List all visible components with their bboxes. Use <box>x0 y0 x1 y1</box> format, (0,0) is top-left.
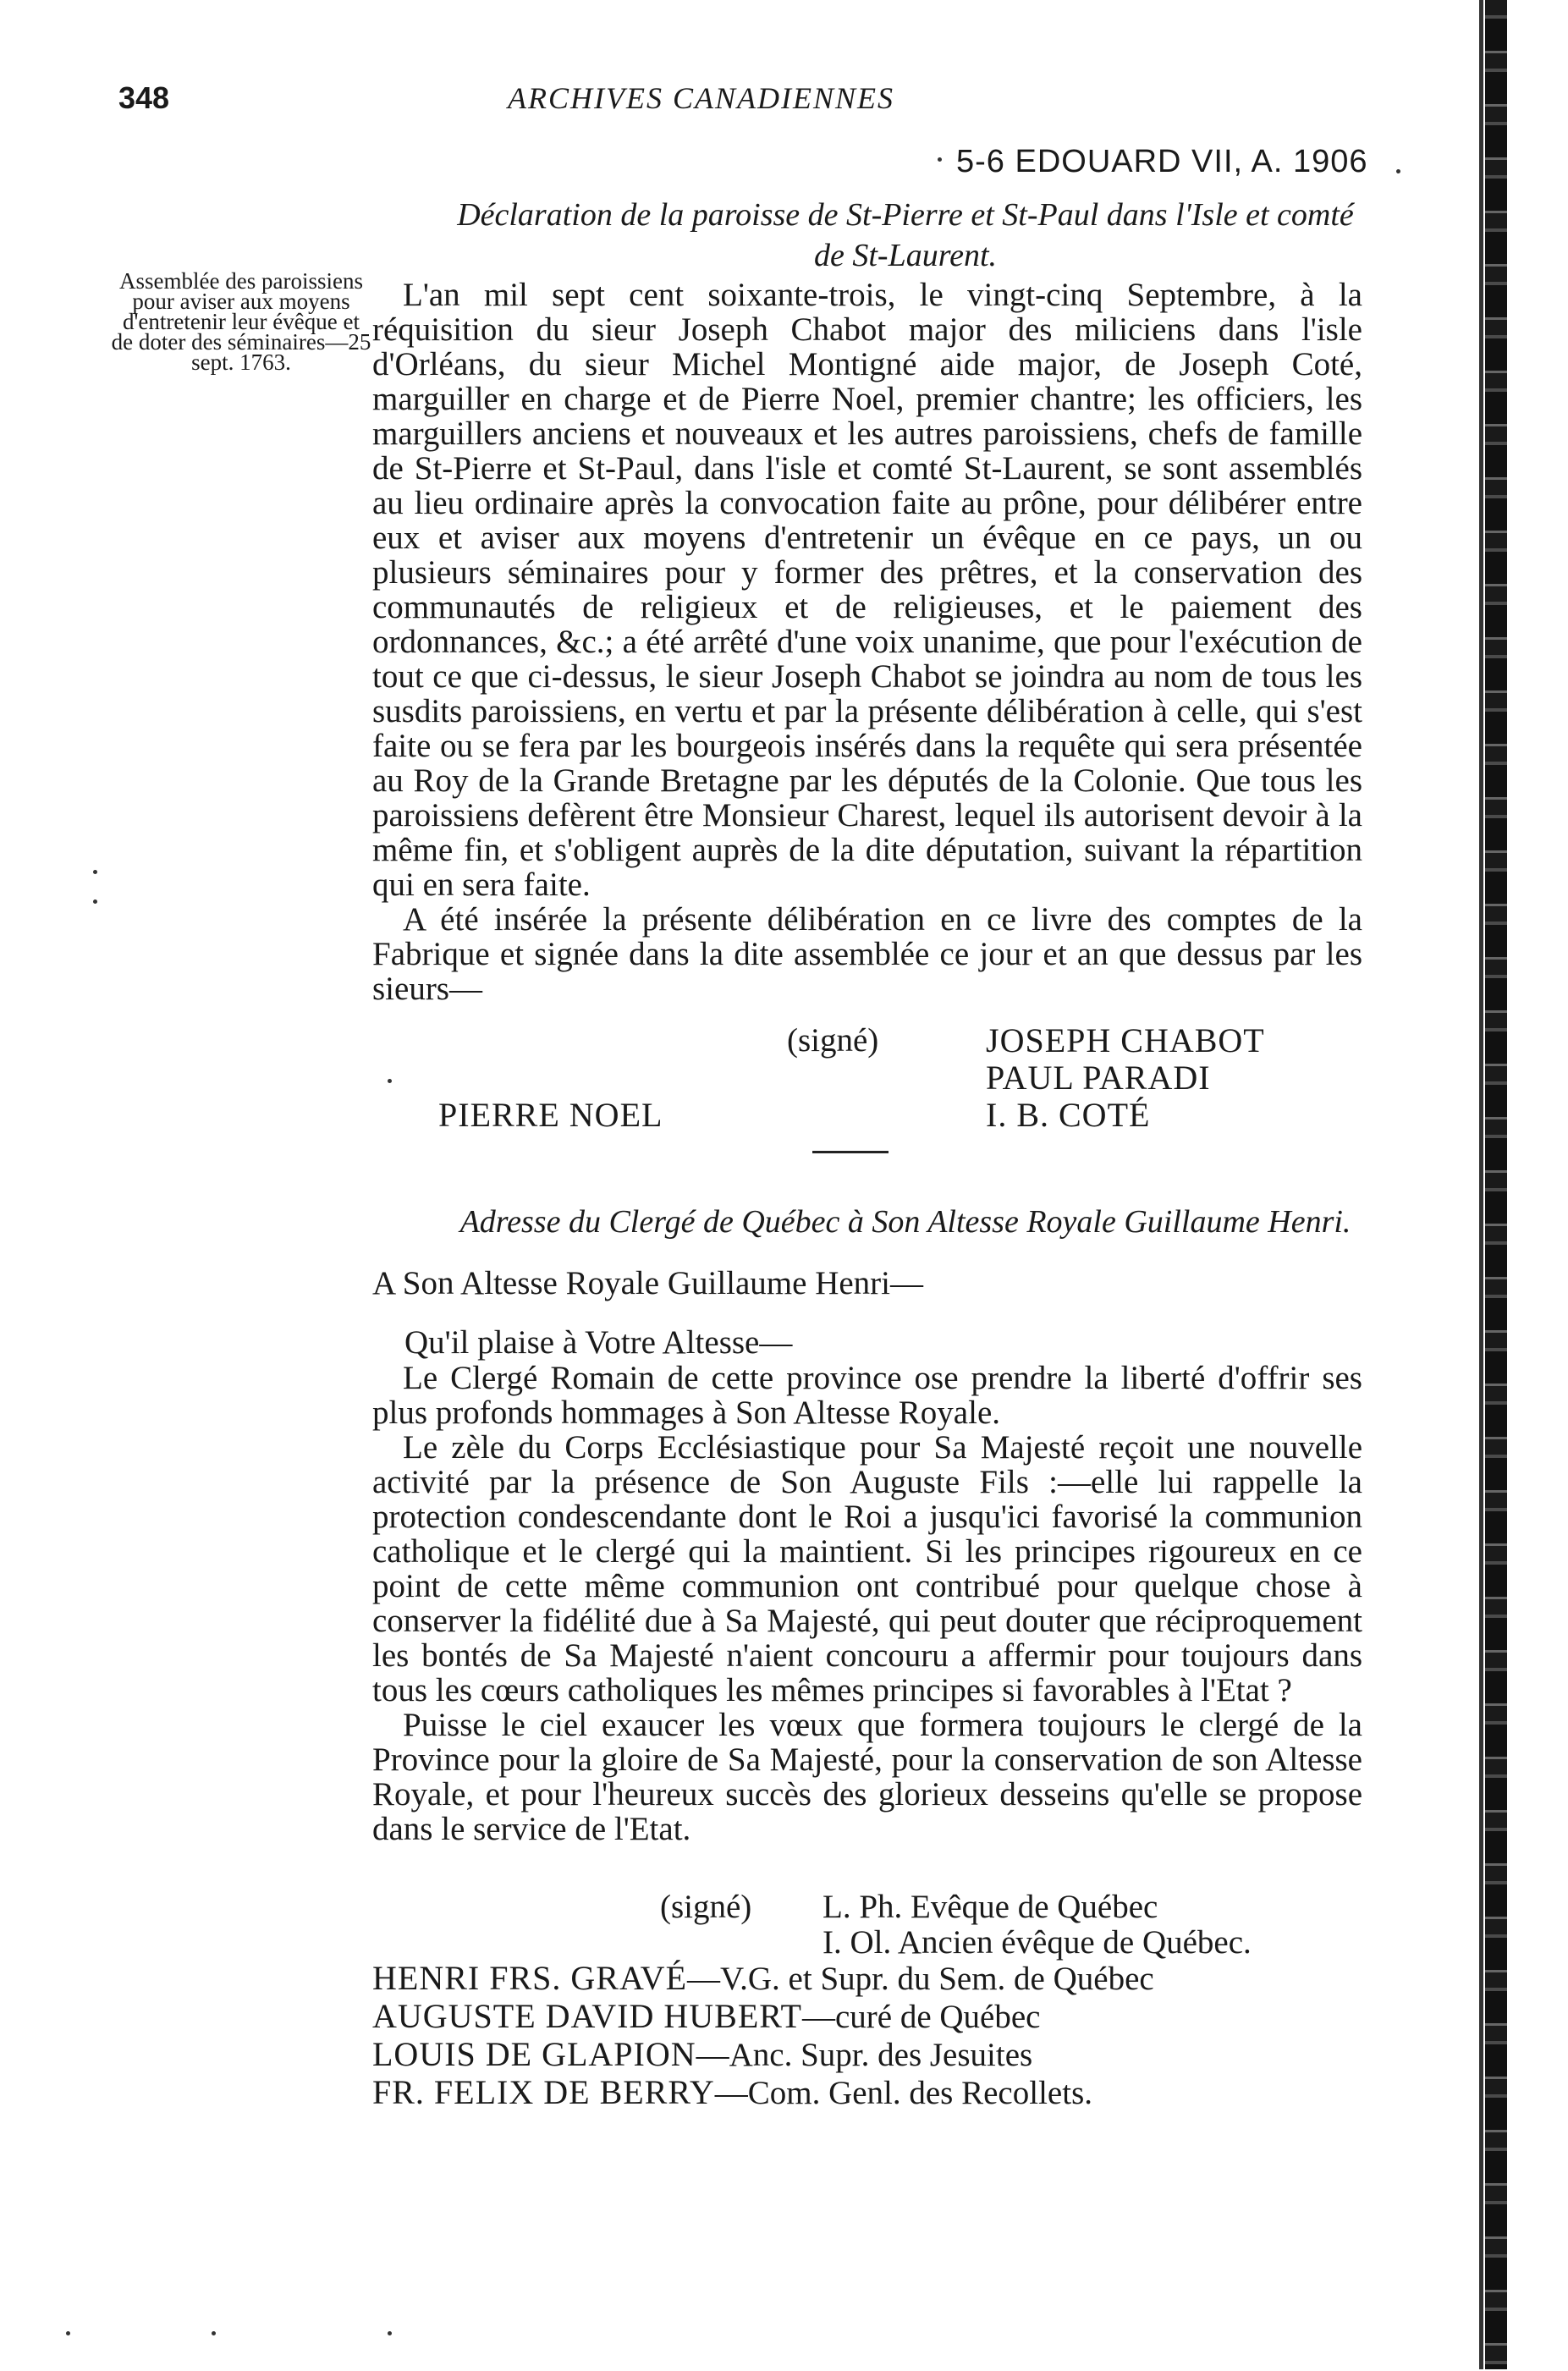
clergy-name: LOUIS DE GLAPION <box>372 2035 696 2073</box>
section2-signed-label: (signé) <box>660 1889 752 1925</box>
clergy-role: —curé de Québec <box>801 1999 1041 2035</box>
page-edge-shadow <box>1479 0 1483 2369</box>
clergy-signature-line <box>372 2074 1154 2112</box>
clergy-role: —Anc. Supr. des Jesuites <box>696 2037 1033 2073</box>
signature-paul-paradi: PAUL PARADI <box>986 1059 1211 1097</box>
signature-joseph-chabot: JOSEPH CHABOT <box>986 1021 1265 1059</box>
signature-former-bishop: I. Ol. Ancien évêque de Québec. <box>823 1924 1252 1961</box>
section-divider <box>812 1151 889 1153</box>
signature-bishop: L. Ph. Evêque de Québec <box>823 1889 1158 1925</box>
scan-speck <box>212 2331 216 2335</box>
signature-pierre-noel: PIERRE NOEL <box>438 1096 663 1134</box>
section2-title: Adresse du Clergé de Québec à Son Altesse Royale Guillaume Henri. <box>459 1204 1351 1240</box>
edition-label: 5-6 EDOUARD VII, A. 1906 <box>956 144 1368 179</box>
clergy-role: —Com. Genl. des Recollets. <box>714 2075 1092 2111</box>
section1-title-line2: de St-Laurent. <box>813 238 997 273</box>
scan-speck <box>1396 169 1400 173</box>
scan-speck <box>938 157 942 162</box>
section2-paragraph2: Le zèle du Corps Ecclésiastique pour Sa Majesté reçoit une nouvelle activité par la présence de Son Auguste Fils :—elle lui rappelle la protection condescendante dont le Roi a jusqu'ici favorisé la communion catholique et le clergé qui la maintient. Si les principes rigoureux en ce point de cette même communion ont contribué pour quelque chose à conserver la fidélité due à Sa Majesté, qui peut douter que réciproquement les bontés de Sa Majesté n'aient concouru a affermir pour toujours dans tous les cœurs catholiques les mêmes principes si favorables à l'Etat ? <box>372 1429 1362 1708</box>
clergy-role: —V.G. et Supr. du Sem. de Québec <box>687 1961 1154 1997</box>
scan-speck <box>388 2331 392 2335</box>
clergy-signature-line <box>372 2036 1154 2074</box>
section1-body <box>372 278 1362 1006</box>
scan-speck <box>93 870 97 874</box>
section2-paragraph1: Le Clergé Romain de cette province ose prendre la liberté d'offrir ses plus profonds hommages à Son Altesse Royale. <box>372 1360 1362 1431</box>
running-title: ARCHIVES CANADIENNES <box>508 81 894 115</box>
page-edge-binding <box>1485 0 1507 2369</box>
margin-note: Assemblée des paroissiens pour aviser aux moyens d'entretenir leur évêque et de doter des séminaires—25 sept. 1763. <box>111 268 371 375</box>
opening-line: Qu'il plaise à Votre Altesse— <box>404 1324 793 1361</box>
scan-speck <box>388 1079 392 1083</box>
section1-title-line1: Déclaration de la paroisse de St-Pierre et St-Paul dans l'Isle et comté <box>457 197 1354 233</box>
scan-speck <box>93 899 97 904</box>
clergy-signature-list <box>372 1960 1154 2112</box>
section1-paragraph2: A été insérée la présente délibération en ce livre des comptes de la Fabrique et signée dans la dite assemblée ce jour et an que dessus par les sieurs— <box>372 901 1362 1007</box>
clergy-name: AUGUSTE DAVID HUBERT <box>372 1997 802 2035</box>
clergy-name: FR. FELIX DE BERRY <box>372 2073 715 2111</box>
section1-signed-label: (signé) <box>787 1022 879 1059</box>
clergy-name: HENRI FRS. GRAVÉ <box>372 1959 687 1997</box>
signature-ib-cote: I. B. COTÉ <box>986 1096 1151 1134</box>
clergy-signature-line <box>372 1998 1154 2036</box>
section1-title <box>372 195 1439 276</box>
clergy-signature-line <box>372 1960 1154 1998</box>
salutation: A Son Altesse Royale Guillaume Henri— <box>372 1265 924 1301</box>
section2-body <box>372 1361 1362 1846</box>
section1-paragraph1: L'an mil sept cent soixante-trois, le vingt-cinq Septembre, à la réquisition du sieur Joseph Chabot major des miliciens dans l'isle d'Orléans, du sieur Michel Montigné aide major, de Joseph Coté, marguiller en charge et de Pierre Noel, premier chantre; les officiers, les marguillers anciens et nouveaux et les autres paroissiens, chefs de famille de St-Pierre et St-Paul, dans l'isle et comté St-Laurent, se sont assemblés au lieu ordinaire après la convocation faite au prône, pour délibérer entre eux et aviser aux moyens d'entretenir un évêque en ce pays, un ou plusieurs séminaires pour y former des prêtres, et la conservation des communautés de religieux et de religieuses, et le paiement des ordonnances, &c.; a été arrêté d'une voix unanime, que pour l'exécution de tout ce que ci-dessus, le sieur Joseph Chabot se joindra au nom de tous les susdits paroissiens, en vertu et par la présente délibération à celle, qui s'est faite ou se fera par les bourgeois insérés dans la requête qui sera présentée au Roy de la Grande Bretagne par les députés de la Colonie. Que tous les paroissiens defèrent être Monsieur Charest, lequel ils autorisent devoir à la même fin, et s'obligent auprès de la dite députation, suivant la répartition qui en sera faite. <box>372 277 1362 903</box>
page-number: 348 <box>118 80 170 115</box>
scan-speck <box>66 2331 70 2335</box>
section2-paragraph3: Puisse le ciel exaucer les vœux que formera toujours le clergé de la Province pour la gloire de Sa Majesté, pour la conservation de son Altesse Royale, et pour l'heureux succès des glorieux desseins qu'elle se propose dans le service de l'Etat. <box>372 1707 1362 1847</box>
